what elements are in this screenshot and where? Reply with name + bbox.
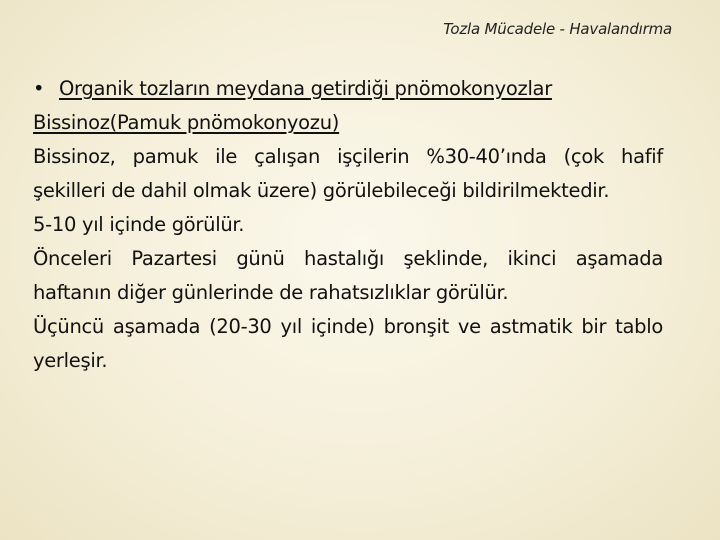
subheading-line	[33, 106, 663, 140]
slide-header-title: Tozla Mücadele - Havalandırma	[443, 20, 672, 38]
paragraph-second-stage: Önceleri Pazartesi günü hastalığı şeklinde, ikinci aşamada haftanın diğer günlerinde de rahatsızlıklar görülür.	[33, 247, 663, 304]
bullet-heading: Organik tozların meydana getirdiği pnömokonyozlar	[59, 77, 552, 100]
subheading: Bissinoz(Pamuk pnömokonyozu)	[33, 111, 340, 134]
slide-content	[33, 72, 663, 378]
bullet-icon: •	[33, 77, 45, 100]
paragraph-third-stage: Üçüncü aşamada (20-30 yıl içinde) bronşit ve astmatik bir tablo yerleşir.	[33, 315, 663, 372]
paragraph-prevalence: Bissinoz, pamuk ile çalışan işçilerin %30-40’ında (çok hafif şekilleri de dahil olmak üzere) görülebileceği bildirilmektedir.	[33, 145, 663, 202]
paragraph-onset: 5-10 yıl içinde görülür.	[33, 213, 245, 236]
bullet-heading-line	[33, 72, 663, 106]
